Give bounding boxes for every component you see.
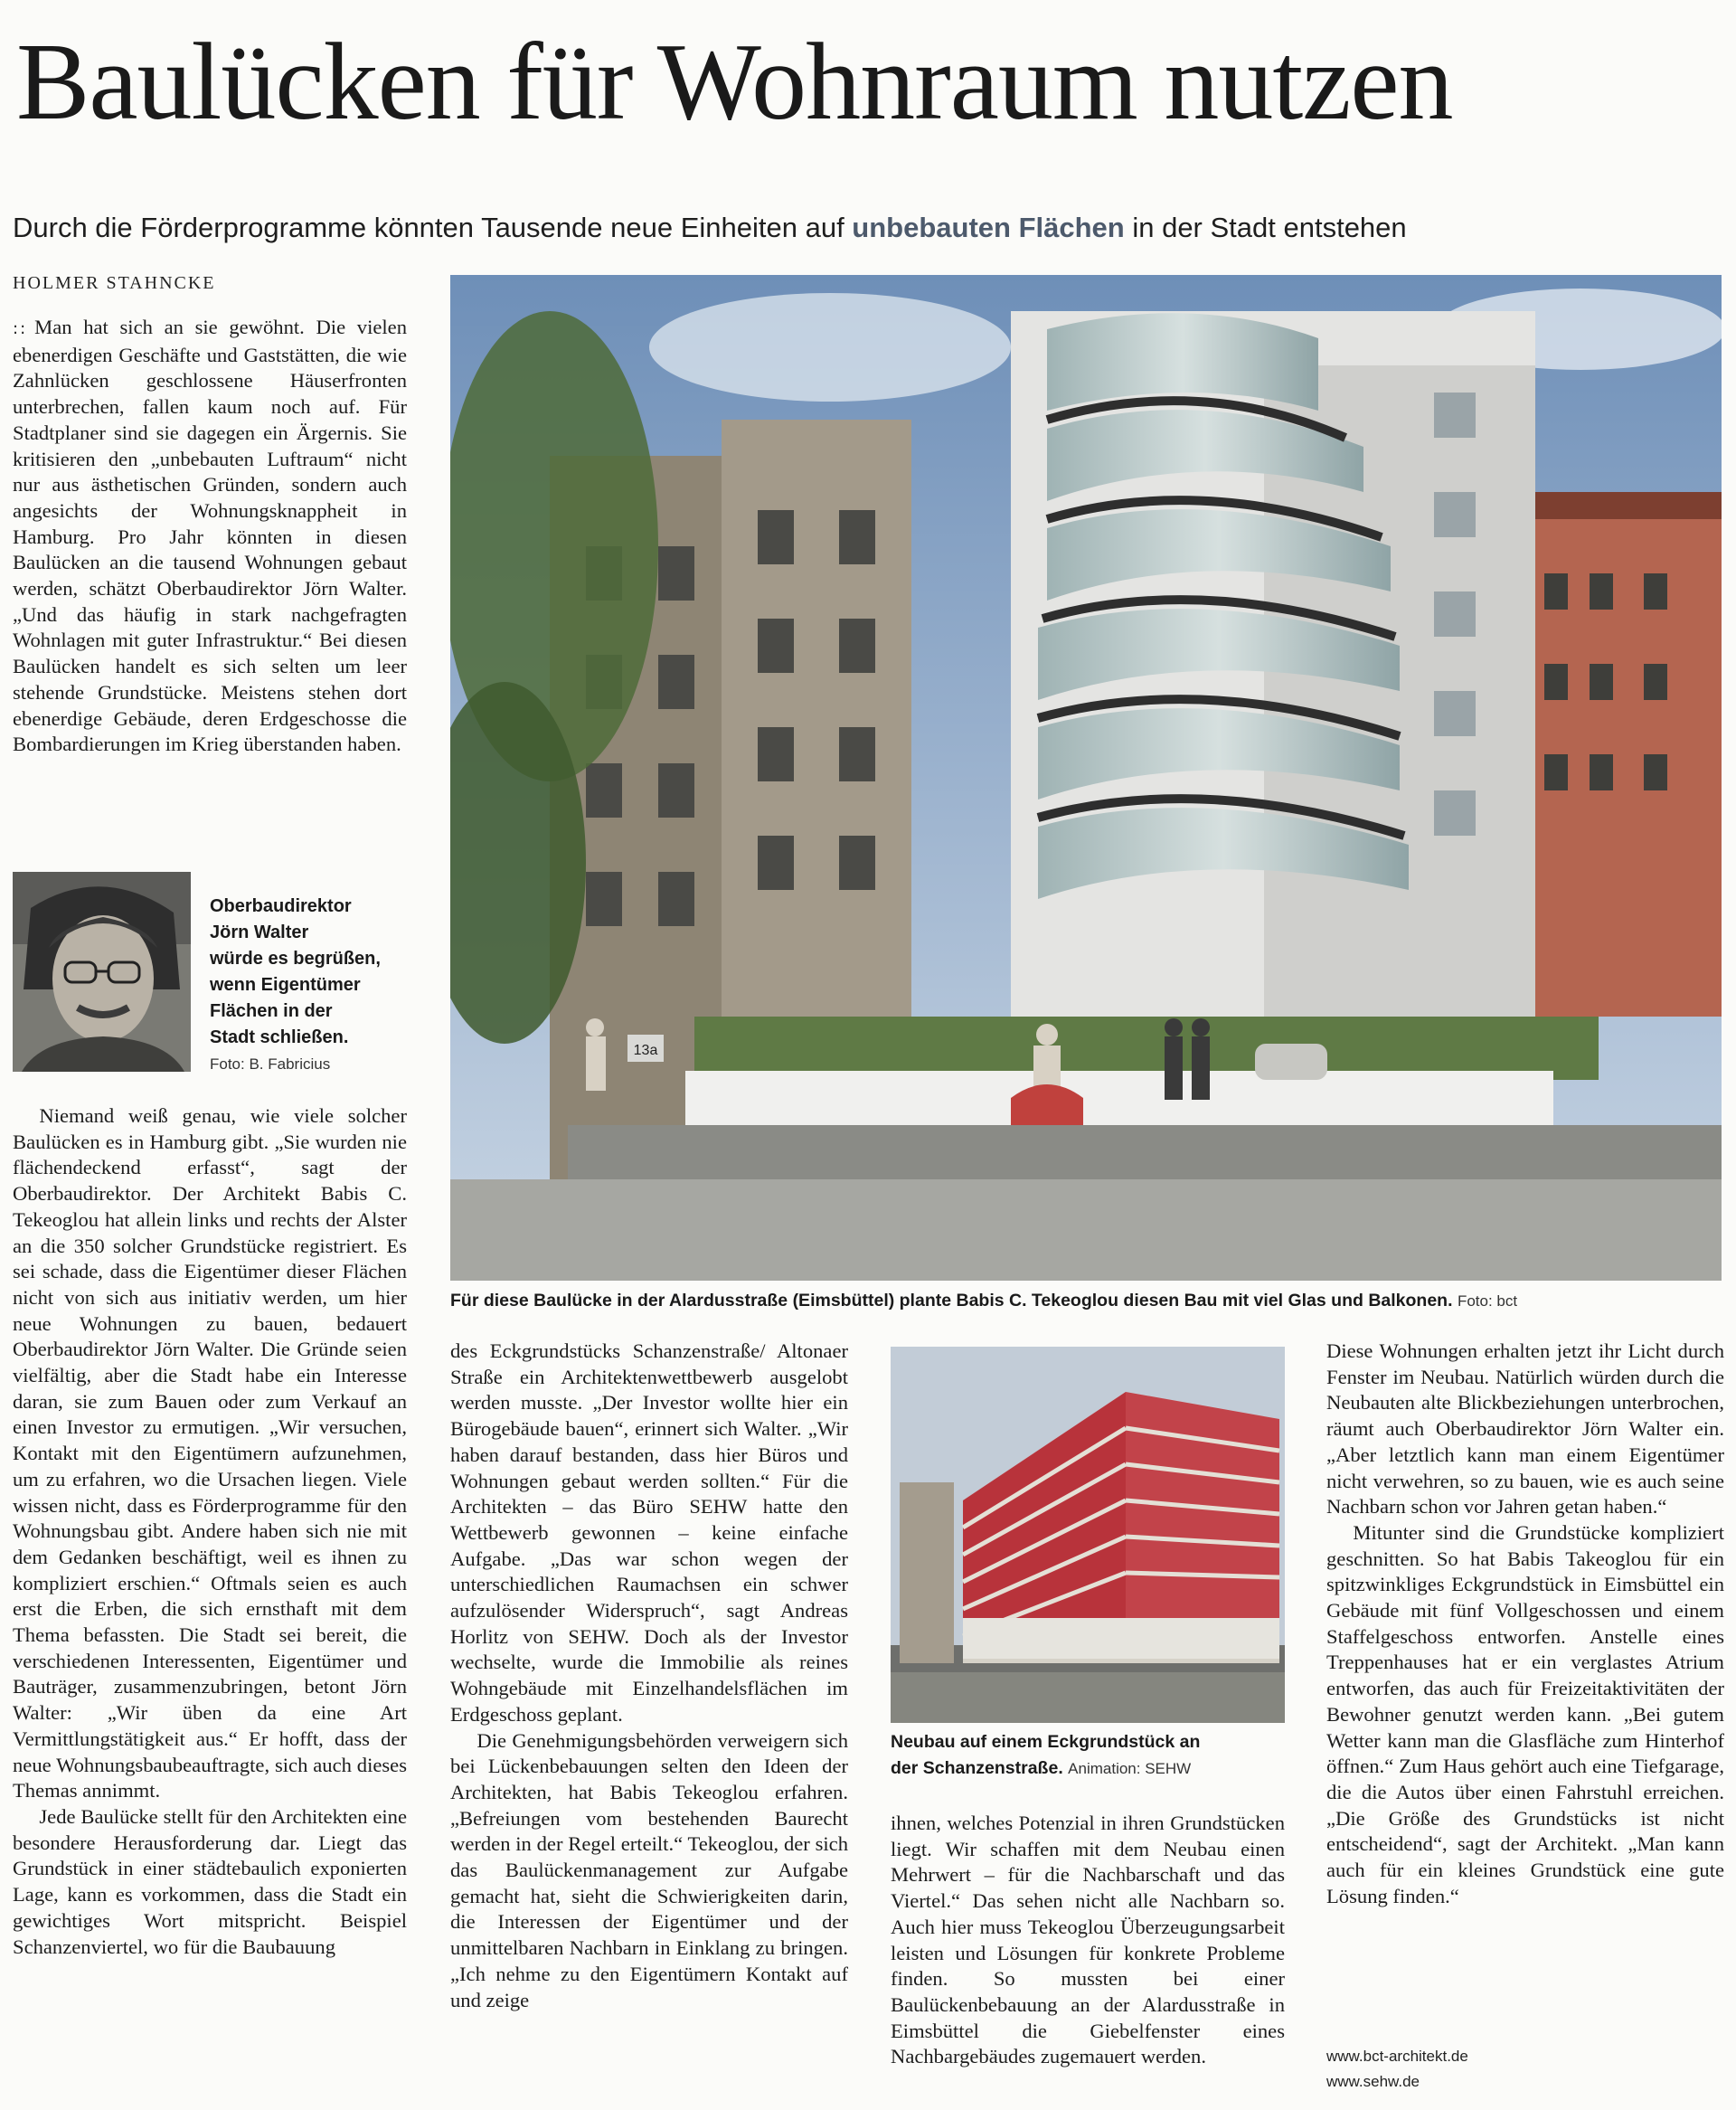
portrait-credit: Foto: B. Fabricius (210, 1055, 331, 1073)
column-4 (1326, 1339, 1724, 1909)
byline: HOLMER STAHNCKE (13, 273, 216, 293)
subhead-text-post: in der Stadt entstehen (1124, 212, 1407, 243)
subhead-highlight: unbebauten Flächen (852, 212, 1125, 243)
paragraph: Diese Wohnungen erhalten jetzt ihr Licht durch Fenster im Neubau. Natürlich würden durch die Neubauten alte Blickbeziehungen unterbrochen, räumt auch Oberbaudirektor Jörn Walter ein. „Aber letztlich kann man einem Eigentümer nicht verwehren, so zu bauen, wie es auch seine Nachbarn schon vor Jahren getan haben.“ (1326, 1339, 1724, 1519)
paragraph: Jede Baulücke stellt für den Architekten eine besondere Herausforderung dar. Liegt das Grundstück in einer städtebaulich exponierten Lage, kann es vorkommen, dass die Stadt ein gewichtiges Wort mitspricht. Beispiel Schanzenviertel, wo für die Baubauung (13, 1804, 407, 1958)
paragraph: Niemand weiß genau, wie viele solcher Baulücken es in Hamburg gibt. „Sie wurden nie flächendeckend erfasst“, sagt der Oberbaudirektor. Der Architekt Babis C. Tekeoglou hat allein links und rechts der Alster an die 350 solcher Grundstücke registriert. Es sei schade, dass die Eigentümer dieser Flächen nicht von sich aus initiativ werden, um hier neue Wohnungen zu bauen, bedauert Oberbaudirektor Jörn Walter. Die Gründe seien vielfältig, aber die Stadt habe ein Interesse daran, sie zum Bauen oder zum Verkauf an einen Investor zu ermutigen. „Wir versuchen, Kontakt mit den Eigentümern aufzunehmen, um zu erfahren, wo die Ursachen liegen. Viele wissen nicht, dass es Förderprogramme für den Wohnungsbau gibt. Andere haben sich nie mit dem Gedanken beschäftigt, weil es ihnen zu kompliziert erschien.“ Oftmals seien es auch erst die Erben, die sich ernsthaft mit dem Thema befassten. Die Stadt sei bereit, die verschiedenen Interessenten, Eigentümer und Bauträger, zusammenzubringen, betont Jörn Walter: „Wir üben da eine Art Vermittlungstätigkeit aus.“ Er hofft, dass der neue Wohnungsbaubeauftragte, sich auch dieses Themas annimmt. (13, 1104, 407, 1802)
portrait-caption-line: wenn Eigentümer (210, 975, 361, 995)
main-photo-caption (450, 1288, 1734, 1314)
portrait-caption-line: Flächen in der (210, 1001, 333, 1021)
column-1-body (13, 1103, 407, 1960)
link-sehw[interactable]: www.sehw.de (1326, 2073, 1420, 2090)
portrait-image (13, 872, 191, 1072)
second-photo-caption (891, 1729, 1288, 1782)
paragraph: Mitunter sind die Grundstücke kompliziert geschnitten. So hat Babis Takeoglou für ein spitzwinkliges Eckgrundstück in Eimsbüttel ein Gebäude mit fünf Vollgeschossen und einem Staffelgeschoss entworfen. Anstelle eines Treppenhauses hat er ein verglastes Atrium entworfen, das auch für Freizeitaktivitäten der Bewohner genutzt werden kann. „Bei gutem Wetter kann man die Glasfläche zum Hinterhof öffnen.“ Zum Haus gehört auch eine Tiefgarage, die die Autos über einen Fahrstuhl erreichen. „Die Größe des Grundstücks ist nicht entscheidend“, sagt der Architekt. „Man kann auch für ein kleines Grundstück eine gute Lösung finden.“ (1326, 1520, 1724, 1907)
building-rendering-image (450, 275, 1722, 1281)
link-bct-architekt[interactable]: www.bct-architekt.de (1326, 2048, 1468, 2065)
portrait-caption (210, 894, 418, 1077)
column-2 (450, 1339, 848, 2013)
paragraph: Die Genehmigungsbehörden verweigern sich bei Lückenbebauungen selten den Ideen der Architekten, hat Babis Tekeoglou erfahren. „Befreiungen vom bestehenden Baurecht werden in der Regel erteilt.“ Tekeoglou, der sich das Baulückenmanagement zur Aufgabe gemacht hat, sieht die Schwierigkeiten darin, die Interessen der Eigentümer und der unmittelbaren Nachbarn in Einklang zu bringen. „Ich nehme zu den Eigentümern Kontakt auf und zeige (450, 1728, 848, 2011)
second-photo-credit: Animation: SEHW (1068, 1760, 1192, 1777)
intro-paragraph (13, 315, 407, 758)
subhead-text-pre: Durch die Förderprogramme könnten Tausende neue Einheiten auf (13, 212, 853, 243)
main-caption-text: Für diese Baulücke in der Alardusstraße (Eimsbüttel) plante Babis C. Tekeoglou diesen Bau mit viel Glas und Balkonen. (450, 1291, 1453, 1310)
portrait-caption-line: Oberbaudirektor (210, 896, 352, 916)
portrait-caption-line: würde es begrüßen, (210, 949, 381, 969)
portrait-photo (13, 872, 191, 1072)
second-caption-line: Neubau auf einem Eckgrundstück an (891, 1732, 1201, 1752)
subheadline (13, 210, 1722, 246)
portrait-caption-line: Jörn Walter (210, 923, 309, 942)
main-photo-credit: Foto: bct (1457, 1292, 1518, 1310)
house-number: 13a (633, 1043, 658, 1058)
main-photo (450, 275, 1722, 1281)
bullet-marker: :: (13, 319, 28, 338)
headline: Baulücken für Wohnraum nutzen (16, 21, 1453, 143)
corner-building-image (891, 1347, 1285, 1723)
paragraph: ihnen, welches Potenzial in ihren Grundstücken liegt. Wir schaffen mit dem Neubau einen Mehrwert – für die Nachbarschaft und das Viertel.“ Das sehen nicht alle Nachbarn so. Auch hier muss Tekeoglou Überzeugungsarbeit leisten und Lösungen für konkrete Probleme finden. So mussten bei einer Baulückenbebauung an der Alardusstraße in Eimsbüttel die Giebelfenster eines Nachbargebäudes zugemauert werden. (891, 1812, 1285, 2068)
column-1-intro (13, 315, 407, 758)
column-3 (891, 1811, 1285, 2070)
second-photo (891, 1347, 1285, 1723)
portrait-caption-line: Stadt schließen. (210, 1027, 349, 1047)
second-caption-line2: der Schanzenstraße. Animation: SEHW (891, 1758, 1192, 1778)
intro-text: Man hat sich an sie gewöhnt. Die vielen ebenerdigen Geschäfte und Gaststätten, die wie Zahnlücken geschlossene Häuserfronten unterbrechen, fallen kaum noch auf. Für Stadtplaner sind sie dagegen ein Ärgernis. Sie kritisieren den „unbebauten Luftraum“ nicht nur aus ästhetischen Gründen, sondern auch angesichts der Wohnungsknappheit in Hamburg. Pro Jahr könnten in diesen Baulücken an die tausend Wohnungen gebaut werden, schätzt Oberbaudirektor Jörn Walter. „Und das häufig in stark nachgefragten Wohnlagen mit guter Infrastruktur.“ Bei diesen Baulücken handelt es sich selten um leer stehende Grundstücke. Meistens stehen dort ebenerdige Gebäude, deren Erdgeschosse die Bombardierungen im Krieg überstanden haben. (13, 316, 407, 756)
paragraph: des Eckgrundstücks Schanzenstraße/ Altonaer Straße ein Architektenwettbewerb ausgelobt werden musste. „Der Investor wollte hier ein Bürogebäude bauen“, erinnert sich Walter. „Wir haben darauf bestanden, dass hier Büros und Wohnungen gebaut werden sollten.“ Für die Architekten – das Büro SEHW hatte den Wettbewerb gewonnen – keine einfache Aufgabe. „Das war schon wegen der unterschiedlichen Raumachsen ein schwer aufzulösender Widerspruch“, sagt Andreas Horlitz von SEHW. Doch als der Investor wechselte, wurde die Immobilie als reines Wohngebäude mit Einzelhandelsflächen im Erdgeschoss geplant. (450, 1339, 848, 1726)
